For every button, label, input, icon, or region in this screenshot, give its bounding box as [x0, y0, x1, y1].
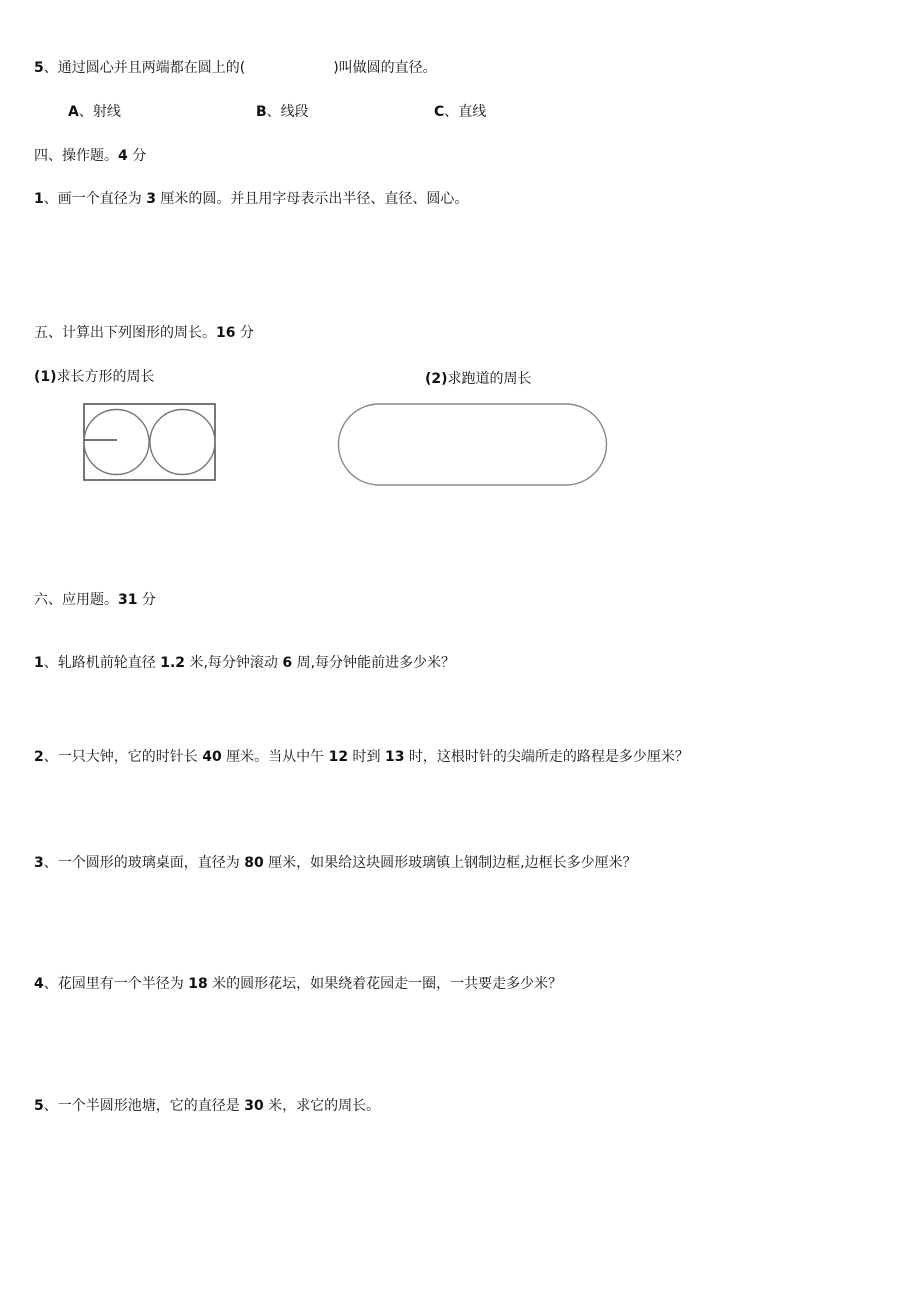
question-value: 13: [384, 749, 405, 765]
question-6-1: [34, 653, 455, 673]
question-separator: 、: [43, 855, 58, 871]
question-number: 5: [34, 60, 44, 76]
question-number: 3: [34, 855, 44, 871]
option-c[interactable]: [434, 102, 486, 122]
question-text-before-blank: 通过圆心并且两端都在圆上的(: [57, 60, 246, 76]
question-separator: 、: [43, 976, 58, 992]
question-value: 80: [244, 855, 264, 871]
option-separator: 、: [78, 104, 93, 120]
rectangle-two-circles-figure: [80, 400, 220, 486]
figure-1-label: [34, 367, 155, 387]
question-number: 1: [34, 191, 44, 207]
heading-score-unit: 分: [235, 325, 254, 341]
figure-caption: 求长方形的周长: [56, 369, 155, 385]
option-text: 射线: [92, 104, 121, 120]
question-value: 40: [202, 749, 222, 765]
question-value: 3: [146, 191, 156, 207]
question-text: 一只大钟，它的时针长: [57, 749, 203, 765]
question-3-5: [34, 58, 437, 78]
figure-number: (1): [34, 369, 57, 385]
question-6-2: [34, 747, 689, 767]
question-text: 米的圆形花坛，如果绕着花园走一圈，一共要走多少米？: [207, 976, 563, 992]
question-4-1: [34, 189, 468, 209]
question-text: 一个圆形的玻璃桌面，直径为: [57, 855, 245, 871]
question-text: 周,每分钟能前进多少米？: [292, 655, 456, 671]
question-text: 厘米的圆。并且用字母表示出半径、直径、圆心。: [155, 191, 469, 207]
option-text: 直线: [458, 104, 487, 120]
question-text: 米，求它的周长。: [263, 1098, 381, 1114]
option-letter: C: [434, 104, 445, 120]
question-separator: 、: [43, 749, 58, 765]
question-text: 轧路机前轮直径: [57, 655, 161, 671]
option-text: 线段: [280, 104, 309, 120]
question-value: 12: [328, 749, 349, 765]
option-b[interactable]: [256, 102, 309, 122]
figure-2-label: [425, 369, 532, 389]
option-a[interactable]: [68, 102, 121, 122]
question-6-4: [34, 974, 562, 994]
question-value: 6: [282, 655, 293, 671]
section-5-heading: [34, 323, 254, 343]
question-text: 画一个直径为: [57, 191, 147, 207]
question-text: 一个半圆形池塘，它的直径是: [57, 1098, 245, 1114]
figure-number: (2): [425, 371, 448, 387]
track-outline: [339, 404, 607, 485]
heading-text: 五、计算出下列图形的周长。: [34, 325, 216, 341]
section-6-heading: [34, 590, 156, 610]
option-letter: B: [256, 104, 267, 120]
option-separator: 、: [444, 104, 459, 120]
question-text-after-blank: )叫做圆的直径。: [333, 60, 437, 76]
question-separator: 、: [43, 1098, 58, 1114]
question-value: 1.2: [160, 655, 186, 671]
question-text: 时到: [348, 749, 385, 765]
question-separator: 、: [43, 655, 58, 671]
question-6-3: [34, 853, 637, 873]
question-number: 2: [34, 749, 44, 765]
question-text: 米,每分钟滚动: [185, 655, 283, 671]
right-circle: [150, 410, 215, 475]
question-number: 5: [34, 1098, 44, 1114]
option-separator: 、: [266, 104, 281, 120]
figure-caption: 求跑道的周长: [447, 371, 532, 387]
question-text: 厘米，如果给这块圆形玻璃镇上钢制边框,边框长多少厘米？: [263, 855, 637, 871]
question-value: 18: [188, 976, 208, 992]
option-letter: A: [68, 104, 79, 120]
heading-score-unit: 分: [137, 592, 156, 608]
heading-score: 16: [216, 325, 236, 341]
section-4-heading: [34, 146, 146, 166]
question-text: 厘米。当从中午: [221, 749, 329, 765]
heading-score-unit: 分: [127, 148, 147, 164]
heading-score: 4: [118, 148, 128, 164]
question-number: 1: [34, 655, 44, 671]
running-track-figure: [335, 400, 611, 490]
question-separator: 、: [43, 60, 58, 76]
left-circle: [84, 410, 149, 475]
question-6-5: [34, 1096, 380, 1116]
heading-text: 四、操作题。: [34, 148, 118, 164]
question-text: 时，这根时针的尖端所走的路程是多少厘米？: [404, 749, 689, 765]
question-text: 花园里有一个半径为: [57, 976, 189, 992]
heading-text: 六、应用题。: [34, 592, 118, 608]
heading-score: 31: [118, 592, 138, 608]
question-separator: 、: [43, 191, 58, 207]
question-value: 30: [244, 1098, 264, 1114]
question-number: 4: [34, 976, 44, 992]
